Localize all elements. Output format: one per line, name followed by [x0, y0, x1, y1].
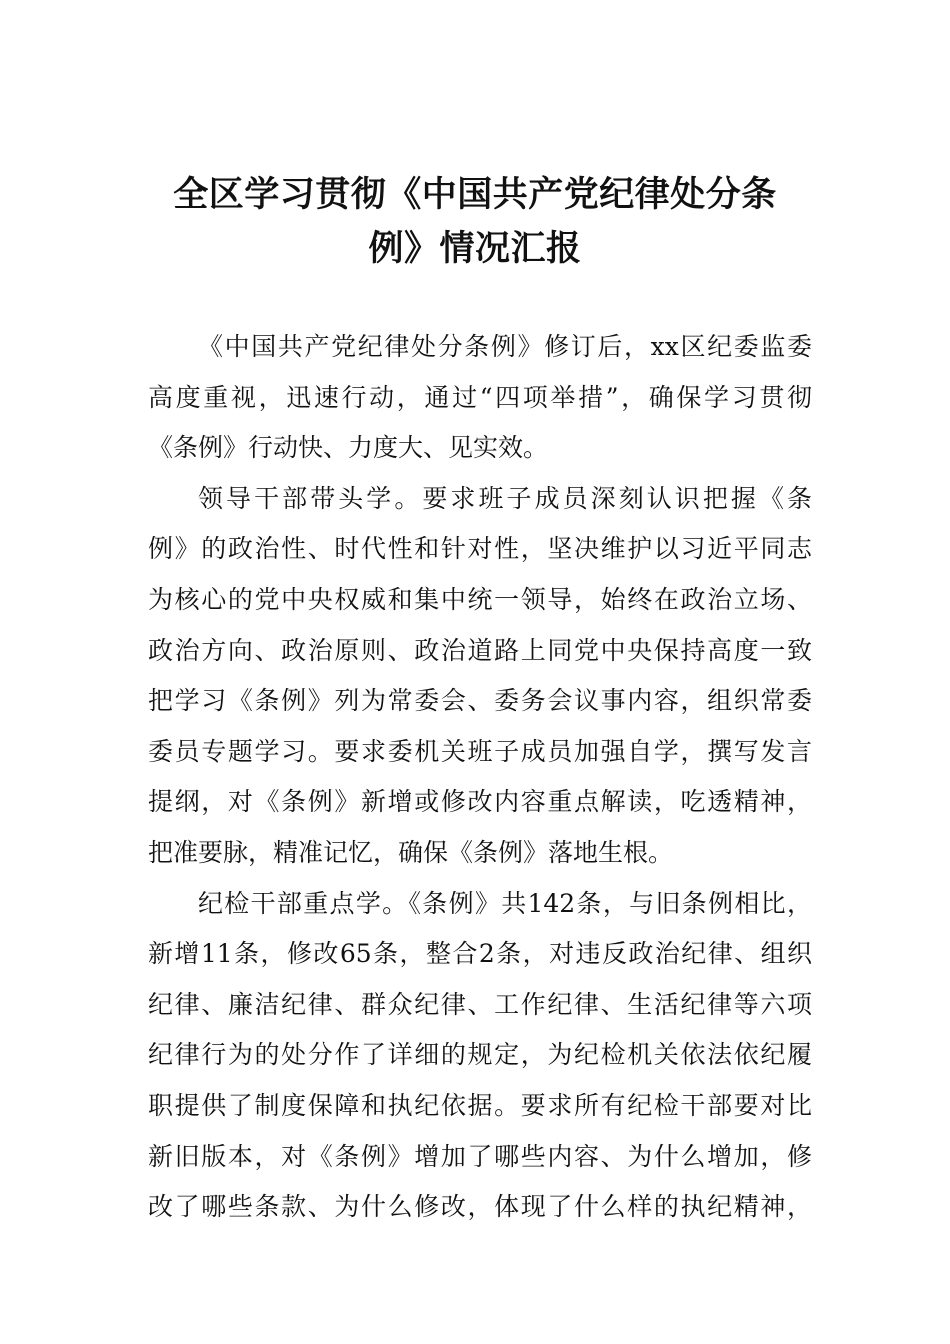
text-line: 纪律、廉洁纪律、群众纪律、工作纪律、生活纪律等六项: [148, 989, 812, 1019]
text-line: 职提供了制度保障和执纪依据。要求所有纪检干部要对比: [148, 1090, 812, 1120]
text-line: 例》的政治性、时代性和针对性，坚决维护以习近平同志: [148, 534, 812, 564]
text-line: 高度重视，迅速行动，通过“四项举措”，确保学习贯彻: [148, 382, 812, 412]
document-body: [148, 322, 812, 1233]
text-line: 政治方向、政治原则、政治道路上同党中央保持高度一致: [148, 635, 812, 665]
title-line: 全区学习贯彻《中国共产党纪律处分条: [173, 175, 777, 215]
text-line: 把学习《条例》列为常委会、委务会议事内容，组织常委: [148, 686, 812, 716]
text-line: 把准要脉，精准记忆，确保《条例》落地生根。: [148, 837, 674, 867]
text-line: 《中国共产党纪律处分条例》修订后，xx区纪委监委: [198, 332, 812, 361]
paragraph-inspectors-study: [148, 879, 812, 1233]
text-line: 《条例》行动快、力度大、见实效。: [148, 433, 549, 463]
paragraph-intro: [148, 322, 812, 474]
text-line: 改了哪些条款、为什么修改，体现了什么样的执纪精神，: [148, 1192, 812, 1222]
title-line: 例》情况汇报: [368, 229, 582, 269]
text-line: 为核心的党中央权威和集中统一领导，始终在政治立场、: [148, 584, 812, 614]
text-line: 领导干部带头学。要求班子成员深刻认识把握《条: [198, 483, 812, 513]
text-line: 委员专题学习。要求委机关班子成员加强自学，撰写发言: [148, 736, 812, 766]
text-line: 纪检干部重点学。《条例》共142条，与旧条例相比，: [198, 888, 812, 918]
text-line: 提纲，对《条例》新增或修改内容重点解读，吃透精神，: [148, 787, 812, 817]
text-line: 新增11条，修改65条，整合2条，对违反政治纪律、组织: [148, 939, 812, 969]
text-line: 新旧版本，对《条例》增加了哪些内容、为什么增加，修: [148, 1141, 812, 1171]
paragraph-leaders-study: [148, 474, 812, 879]
text-line: 纪律行为的处分作了详细的规定，为纪检机关依法依纪履: [148, 1040, 812, 1070]
document-title: [140, 168, 810, 276]
